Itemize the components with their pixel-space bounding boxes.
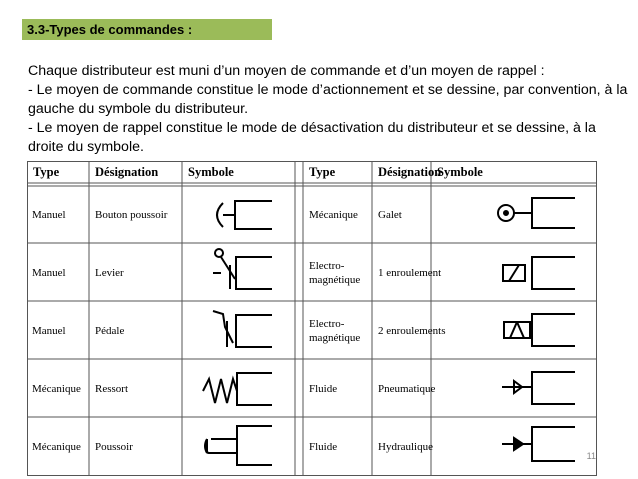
right-row-2-type: Electro- magnétique <box>309 260 361 286</box>
push-button-symbol <box>217 201 272 229</box>
spring-symbol <box>203 373 272 405</box>
left-row-5-designation: Poussoir <box>95 441 133 453</box>
intro-line-3: - Le moyen de rappel constitue le mode de désactivation du distributeur et se dessine, à la droite du symbole. <box>28 120 596 155</box>
right-row-2-designation: 1 enroulement <box>378 267 442 279</box>
header-type-left: Type <box>33 165 60 179</box>
left-row-2-type: Manuel <box>32 267 66 279</box>
section-title: 3.3-Types de commandes : <box>22 19 272 40</box>
right-row-3-type: Electro- magnétique <box>309 318 361 344</box>
left-row-4-type: Mécanique <box>32 383 81 395</box>
header-symbol-right: Symbole <box>437 165 483 179</box>
page-number: 11 <box>586 451 596 461</box>
right-row-4-designation: Pneumatique <box>378 383 436 395</box>
single-coil-symbol <box>503 257 575 289</box>
left-row-2-designation: Levier <box>95 267 124 279</box>
pedal-symbol <box>213 311 272 347</box>
left-row-1-type: Manuel <box>32 209 66 221</box>
left-row-5-type: Mécanique <box>32 441 81 453</box>
header-designation-right: Désignation <box>378 165 442 179</box>
right-row-3-designation: 2 enroulements <box>378 325 446 337</box>
double-coil-symbol <box>504 314 575 346</box>
plunger-symbol <box>205 426 272 465</box>
intro-line-1: Chaque distributeur est muni d’un moyen de commande et d’un moyen de rappel : <box>28 63 545 79</box>
right-row-5-designation: Hydraulique <box>378 441 433 453</box>
right-row-1-designation: Galet <box>378 209 402 221</box>
command-types-table <box>27 161 597 476</box>
left-row-3-designation: Pédale <box>95 325 125 337</box>
roller-symbol <box>498 198 575 228</box>
intro-text <box>28 62 628 157</box>
pneumatic-symbol <box>502 372 575 404</box>
left-row-1-designation: Bouton poussoir <box>95 209 168 221</box>
intro-line-2: - Le moyen de commande constitue le mode d’actionnement et se dessine, par convention, à la gauche du symbole du distributeur. <box>28 82 628 117</box>
lever-symbol <box>213 249 272 289</box>
right-row-4-type: Fluide <box>309 383 338 395</box>
header-type-right: Type <box>309 165 336 179</box>
left-row-4-designation: Ressort <box>95 383 128 395</box>
left-row-3-type: Manuel <box>32 325 66 337</box>
right-row-1-type: Mécanique <box>309 209 358 221</box>
hydraulic-symbol <box>502 427 575 461</box>
header-symbol-left: Symbole <box>188 165 234 179</box>
right-row-5-type: Fluide <box>309 441 338 453</box>
header-designation-left: Désignation <box>95 165 159 179</box>
